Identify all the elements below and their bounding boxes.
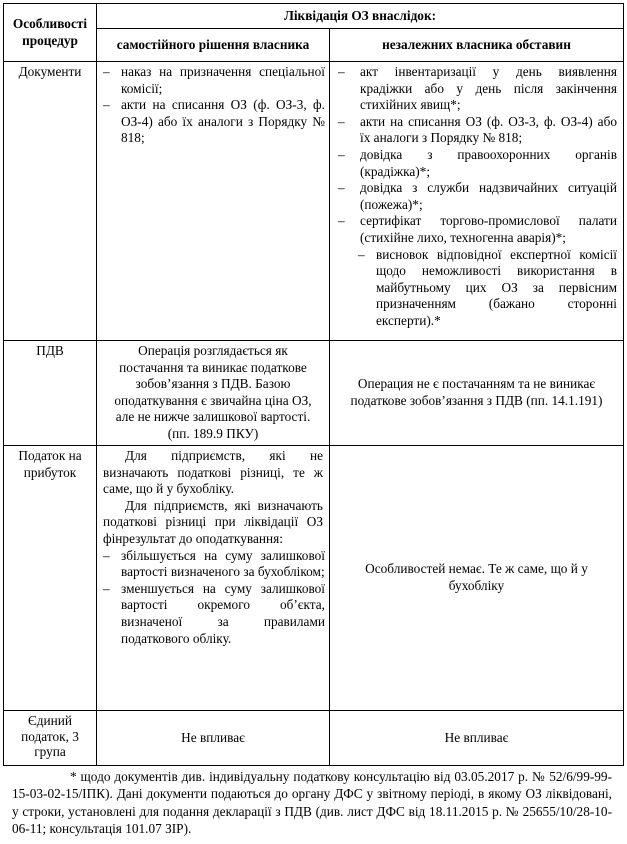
header-subrow: [4, 29, 624, 62]
row-single-tax: [4, 711, 624, 766]
documents-owner-cell: [97, 62, 330, 341]
documents-owner-list: [97, 64, 329, 147]
header-independent-circumstances: незалежних власника обставин: [330, 29, 624, 62]
list-item: – довідка з служби надзвичайних ситуацій (пожежа)*;: [338, 180, 617, 212]
list-item: – акт інвентаризації у день виявлення крадіжки або у день після закінчення стихійних явищ*;: [338, 64, 617, 113]
profit-paragraph-2: Для підприємств, які визначають податкові різниці при ліквідації ОЗ фінрезультат до оподаткування:: [103, 497, 323, 546]
row-label-documents: Документи: [4, 62, 97, 341]
vat-owner-cell: Операція розглядається як постачання та виникає податкове зобов’язання з ПДВ. Базою оподаткування є звичайна ціна ОЗ, але не нижче залишкової вартості. (пп. 189.9 ПКУ): [97, 341, 330, 446]
row-label-single-tax: Єдиний податок, 3 група: [4, 711, 97, 766]
row-label-vat: ПДВ: [4, 341, 97, 446]
list-item: – наказ на призначення спеціальної комісії;: [103, 64, 325, 96]
single-tax-independent-cell: Не впливає: [330, 711, 624, 766]
list-item: – сертифікат торгово-промислової палати (стихійне лихо, техногенна аварія)*;: [338, 213, 617, 245]
profit-owner-cell: [97, 446, 330, 711]
list-item: – збільшується на суму залишкової вартості визначеного за бухобліком;: [103, 547, 325, 580]
profit-owner-list: [97, 548, 329, 648]
footnote: * щодо документів див. індивідуальну податкову консультацію від 03.05.2017 р. № 52/6/99-99-15-03-02-15/ІПК). Дані документи подаються до органу ДФС у звітному періоді, в якому ОЗ ліквідовані, у строки, установлені для подання декларації з ПДВ (див. лист ДФС від 18.11.2015 р. № 25655/10/28-10-06-11; консультація 101.07 ЗІР).: [12, 769, 612, 837]
list-item: – зменшується на суму залишкової вартості окремого об’єкта, визначеної за правилами податкового обліку.: [103, 580, 325, 646]
header-features: Особливості процедур: [4, 4, 97, 62]
header-owner-decision: самостійного рішення власника: [97, 29, 330, 62]
row-profit-tax: [4, 446, 624, 711]
list-subitem: – висновок відповідної експертної комісії щодо неможливості використання в майбутньому цих ОЗ за первісним призначенням (бажано сторонні експерти).*: [358, 246, 617, 328]
documents-independent-list: [330, 64, 623, 330]
list-item: – акти на списання ОЗ (ф. ОЗ-3, ф. ОЗ-4) або їх аналоги з Порядку № 818;: [338, 113, 617, 146]
row-vat: [4, 341, 624, 446]
list-item: – акти на списання ОЗ (ф. ОЗ-3, ф. ОЗ-4) або їх аналоги з Порядку № 818;: [103, 97, 325, 146]
row-documents: [4, 62, 624, 341]
single-tax-owner-cell: Не впливає: [97, 711, 330, 766]
vat-independent-cell: Операция не є постачанням та не виникає податкове зобов’язання з ПДВ (пп. 14.1.191): [330, 341, 624, 446]
profit-independent-cell: Особливостей немає. Те ж саме, що й у бухобліку: [330, 446, 624, 711]
header-liquidation-group: Ліквідація ОЗ внаслідок:: [97, 4, 624, 29]
liquidation-table: [3, 3, 624, 766]
list-item: – довідка з правоохоронних органів (крадіжка)*;: [338, 146, 617, 179]
header-row: [4, 4, 624, 29]
profit-paragraph-1: Для підприємств, які не визначають податкові різниці, те ж саме, що й у бухобліку.: [103, 448, 323, 497]
documents-independent-cell: [330, 62, 624, 341]
row-label-profit-tax: Податок на прибуток: [4, 446, 97, 711]
